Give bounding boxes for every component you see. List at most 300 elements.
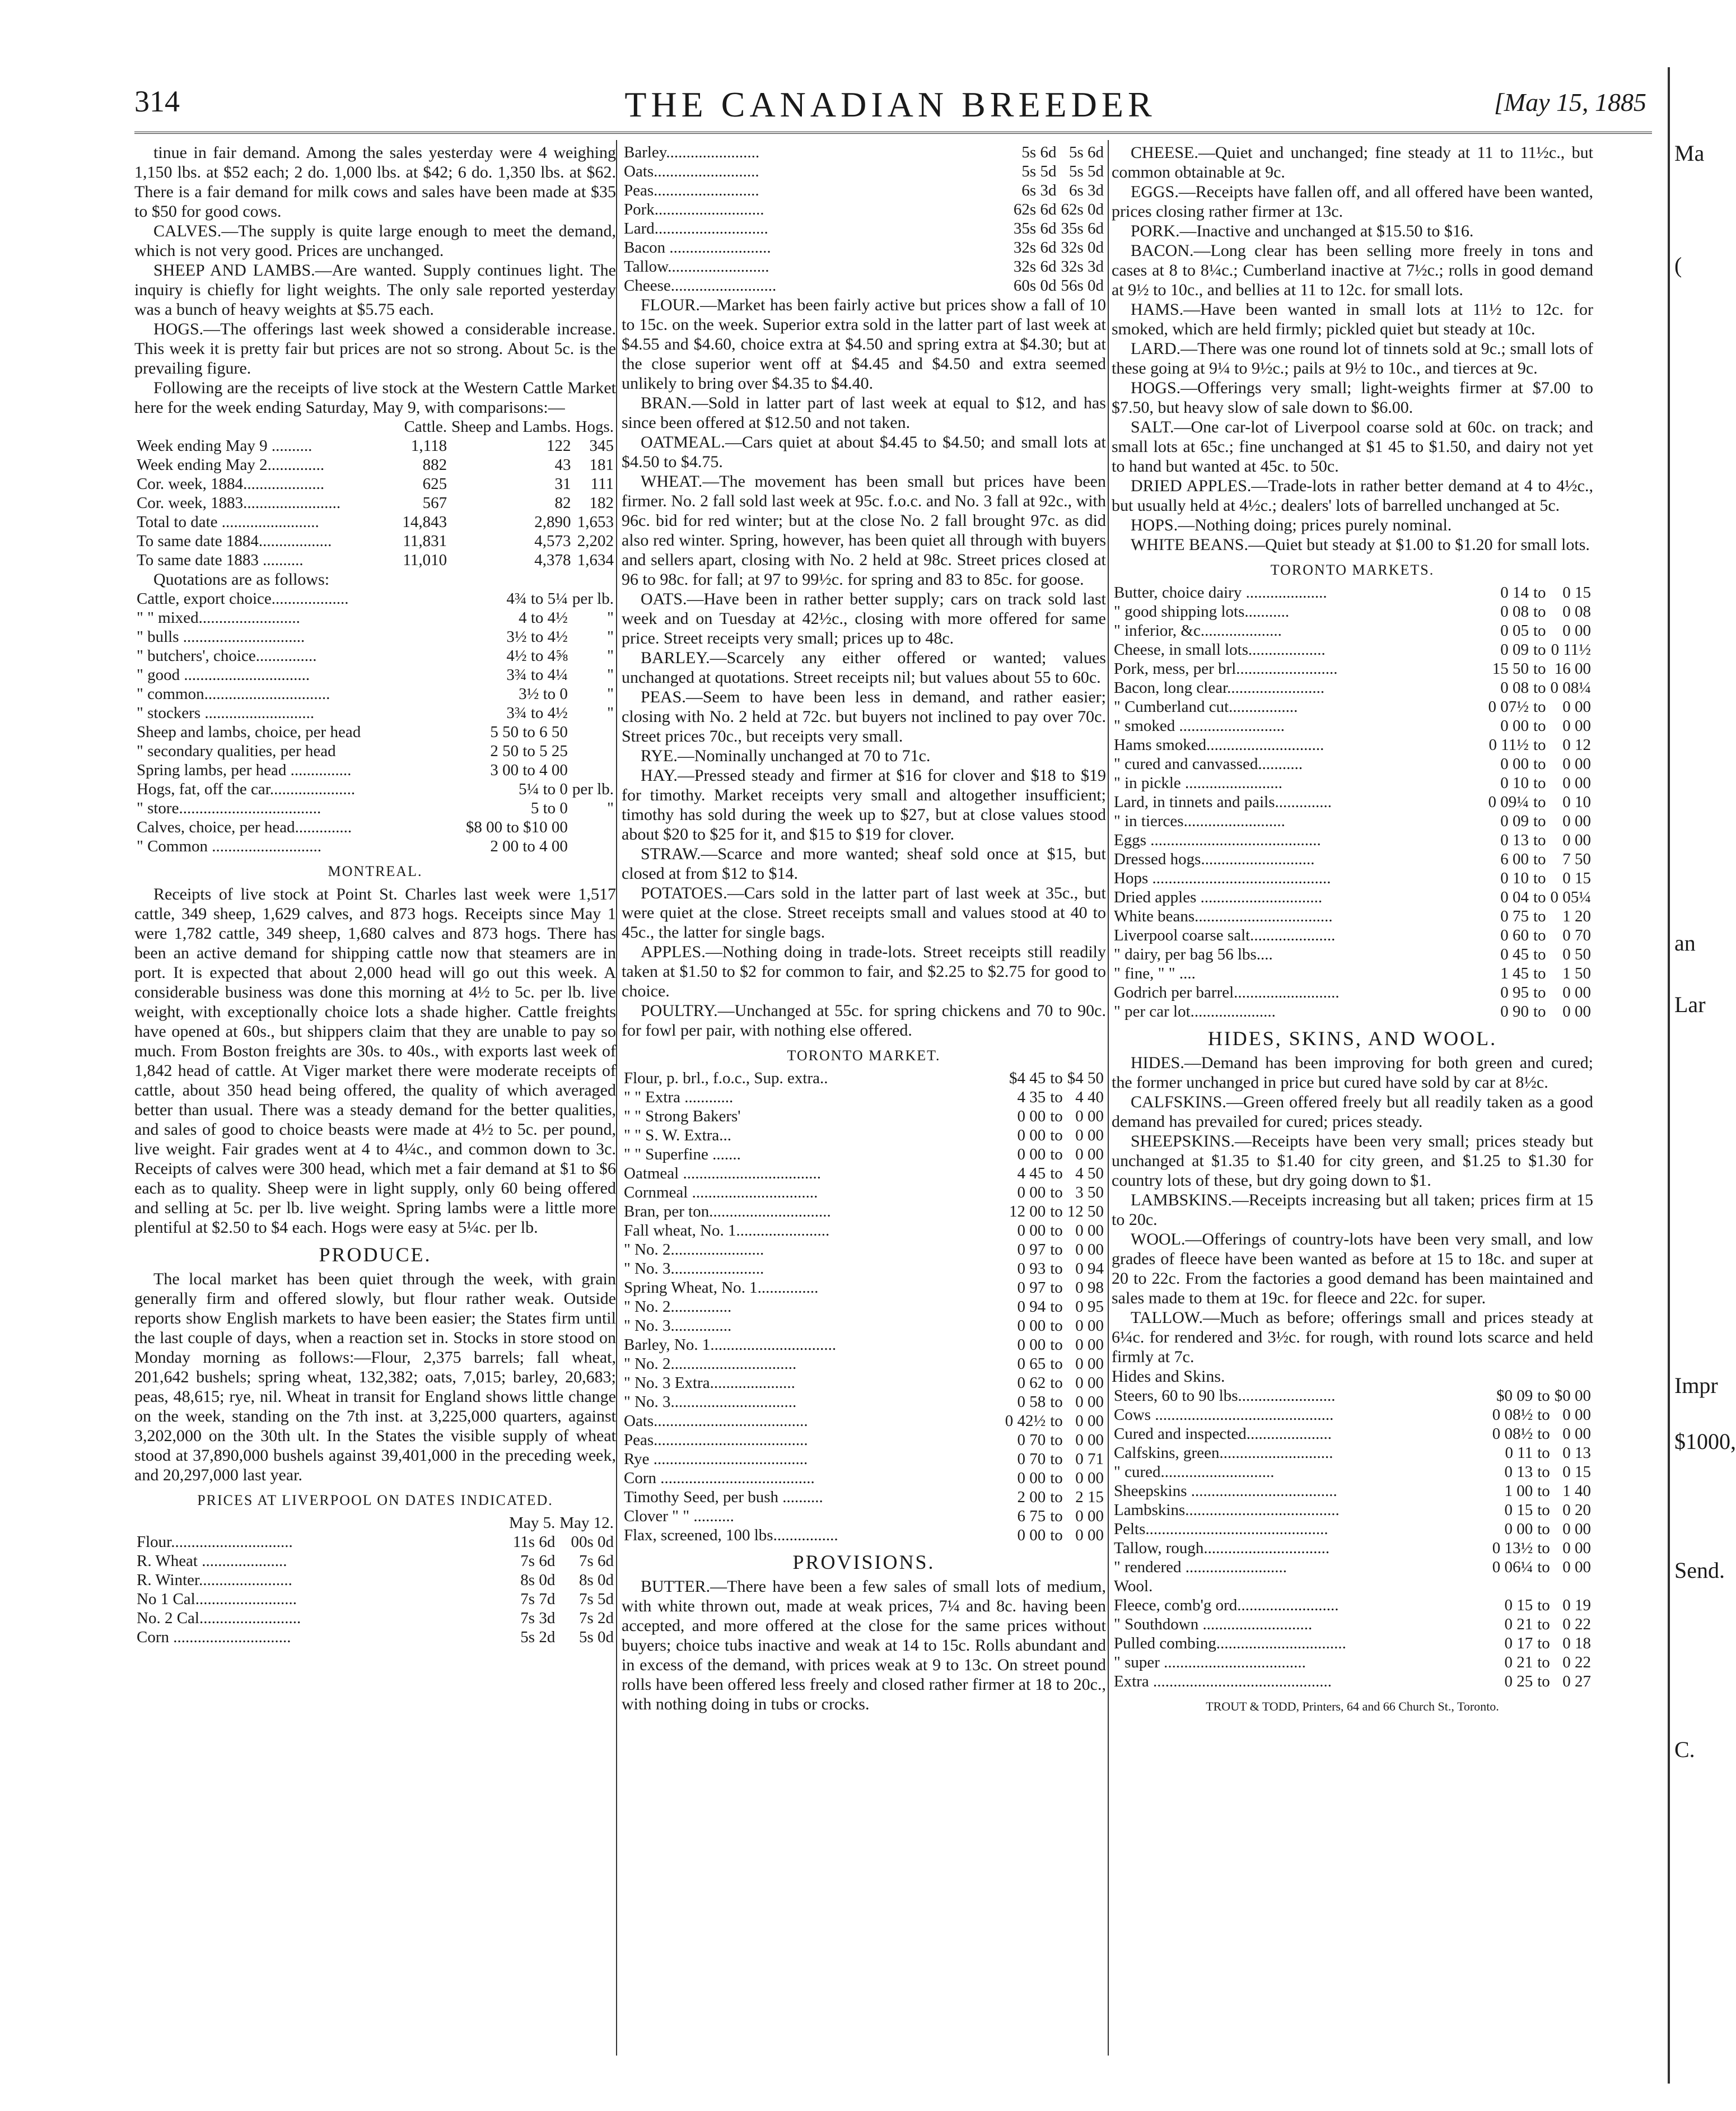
row-label: Hams smoked............................. bbox=[1114, 736, 1324, 754]
market-paragraph: STRAW.—Scarce and more wanted; sheaf sold once at $15, but closed at from $12 to $14. bbox=[622, 845, 1106, 883]
row-label: R. Winter....................... bbox=[137, 1571, 292, 1589]
row-value: 8s 0d bbox=[520, 1571, 556, 1589]
row-value: 4 45 bbox=[1017, 1164, 1046, 1182]
row-label: Oats.......................... bbox=[624, 162, 759, 180]
market-paragraph: HOGS.—The offerings last week showed a considerable increase. This week it is pretty fair but prices are not so strong. About 5c. is the prevailing figure. bbox=[134, 320, 616, 378]
hides-price-row bbox=[1112, 1500, 1593, 1520]
row-value: 0 27 bbox=[1562, 1672, 1591, 1690]
row-value bbox=[1490, 1577, 1536, 1596]
hides-price-row bbox=[1112, 1577, 1593, 1596]
toronto-price-row bbox=[622, 1335, 1106, 1354]
row-label: " " S. W. Extra... bbox=[624, 1126, 732, 1144]
row-value: 0 15 bbox=[1504, 1596, 1533, 1614]
row-value: 35s 6d bbox=[1061, 220, 1104, 237]
row-value: to bbox=[1050, 1145, 1063, 1163]
montreal-text: Receipts of live stock at Point St. Charles last week were 1,517 cattle, 349 sheep, 1,629 calves, and 873 hogs. Receipts since May 1 were 1,782 cattle, 349 sheep, 1,680 calves and 873 hogs. There has been an active demand for shipping cattle now that steamers are in port. It is expected that about 2,000 head will go out this week. A considerable business was done this morning at 4½ to 5c. per lb. live weight, with exceptionally choice lots a shade higher. Cattle freights have opened at 60s., but shippers claim that they are unable to pay so much. From Boston freights are 30s. to 40s., with exports last week of 1,842 head of cattle. At Viger market there were moderate receipts of cattle, about 350 head being offered, the quality of which averaged better than usual. There was a steady demand for the better qualities, and sales of good to choice beasts were made at 4½ to 5c. per pound, live weight. Fair grades went at 4 to 4¼c., and common down to 3c. Receipts of calves were 300 head, which met a fair demand at $1 to $6 each as to quality. Sheep were in light supply, only 60 being offered and selling at 5c. per lb. live weight. Spring lambs were a little more plentiful at $2.50 to $4 each. Hogs were easy at 5¼c. per lb. bbox=[134, 885, 616, 1237]
row-value: 3½ to 0 bbox=[519, 685, 568, 703]
row-label: " No. 2............................... bbox=[624, 1355, 797, 1373]
row-label: Oats...................................... bbox=[624, 1412, 808, 1430]
provisions-paragraphs bbox=[1112, 143, 1593, 554]
row-label: Fleece, comb'g ord......................... bbox=[1114, 1596, 1339, 1614]
row-value: 32s 0d bbox=[1061, 239, 1104, 257]
row-label: " stockers ........................... bbox=[137, 704, 315, 722]
butter-text: BUTTER.—There have been a few sales of small lots of medium, with white thrown out, made at weak prices, 7¼ and 8c. having been accepted, and more offered at the close for the same prices without buyers; choice tubs inactive and weak at 14 to 15c. Rolls abundant and in excess of the demand, with prices weak at 9 to 13c. On street pound rolls have been offered less freely and closed rather firmer at 18 to 20c., with nothing doing in tubs or crocks. bbox=[622, 1577, 1106, 1713]
liverpool-heading: PRICES AT LIVERPOOL ON DATES INDICATED. bbox=[197, 1492, 553, 1508]
row-value: 5 to 0 bbox=[530, 799, 568, 817]
row-value: to bbox=[1050, 1412, 1063, 1430]
row-value: to bbox=[1537, 1539, 1550, 1557]
row-value: to bbox=[1537, 1501, 1550, 1519]
row-value: 3½ to 4½ bbox=[506, 628, 568, 646]
row-label: " butchers', choice............... bbox=[137, 647, 317, 665]
row-value: 0 17 bbox=[1504, 1634, 1533, 1652]
row-label: " in tierces......................... bbox=[1114, 812, 1285, 830]
row-value: 0 15 bbox=[1562, 584, 1591, 602]
row-label: Pork, mess, per brl......................... bbox=[1114, 660, 1338, 678]
montreal-heading: MONTREAL. bbox=[328, 863, 423, 879]
row-value: 62s 0d bbox=[1061, 201, 1104, 218]
row-value: to bbox=[1533, 850, 1546, 868]
row-label: Calfskins, green............................ bbox=[1114, 1444, 1333, 1462]
row-value: to bbox=[1050, 1183, 1063, 1201]
row-value: to bbox=[1050, 1431, 1063, 1449]
toronto-market-heading: TORONTO MARKET. bbox=[787, 1047, 941, 1064]
row-value: 0 08 bbox=[1562, 603, 1591, 621]
row-value: 4 to 4½ bbox=[519, 609, 568, 627]
row-value: 0 00 bbox=[1017, 1526, 1046, 1544]
row-value: 0 00 bbox=[1075, 1145, 1104, 1163]
liverpool-row bbox=[134, 1590, 616, 1609]
toronto-price-row bbox=[1112, 583, 1593, 602]
row-value: 0 00 bbox=[1562, 717, 1591, 735]
liverpool-row bbox=[134, 1551, 616, 1571]
row-label: To same date 1883 .......... bbox=[137, 551, 304, 569]
row-value: 0 00 bbox=[1017, 1183, 1046, 1201]
market-paragraph: RYE.—Nominally unchanged at 70 to 71c. bbox=[641, 747, 931, 765]
edge-text-fragment: $1000, bbox=[1674, 1429, 1736, 1454]
row-value: 0 45 bbox=[1500, 945, 1529, 963]
row-label: Butter, choice dairy .................... bbox=[1114, 584, 1327, 602]
row-value: 5¼ to 0 bbox=[519, 780, 568, 798]
produce-text: The local market has been quiet through the week, with grain generally firm and offered slowly, but flour rather weak. Outside reports show English markets to have been easier; the States firm until the last couple of days, when a reaction set in. Stocks in store stood on Monday morning as follows:—Flour, 2,375 barrels; fall wheat, 201,642 bushels; spring wheat, 132,382; oats, 7,015; barley, 20,683; peas, 48,615; rye, nil. Wheat in transit for England shows little change on the week, standing on the 7th inst. at 3,225,000 quarters, against 3,202,000 on the 30th ult. In the States the visible supply of wheat stood at 37,890,000 bushels against 39,401,000 in the preceding week, and 20,297,000 last year. bbox=[134, 1270, 616, 1484]
row-value: 32s 6d bbox=[1013, 239, 1057, 257]
row-label: Peas.......................... bbox=[624, 181, 759, 199]
row-label: " per car lot..................... bbox=[1114, 1003, 1276, 1020]
edge-text-fragment: C. bbox=[1674, 1737, 1695, 1762]
row-value: 0 00 bbox=[1075, 1355, 1104, 1373]
row-value: 2,890 bbox=[534, 513, 571, 531]
row-value: 0 00 bbox=[1017, 1336, 1046, 1354]
quotation-row bbox=[134, 780, 616, 799]
row-value: 12 50 bbox=[1067, 1203, 1104, 1220]
toronto-price-row bbox=[622, 1373, 1106, 1392]
market-paragraph: CHEESE.—Quiet and unchanged; fine steady at 11 to 11½c., but common obtainable at 9c. bbox=[1112, 143, 1593, 181]
row-value: 0 97 bbox=[1017, 1279, 1046, 1297]
market-paragraph: FLOUR.—Market has been fairly active but prices show a fall of 10 to 15c. on the week. Superior extra sold in the latter part of last week at $4.55 and $4.60, choice extra at $4.50 and spring extra at $4.30; but at the close superior went off at $4.45 and $4.50 and extra seemed unlikely to bring over $4.35 to $4.40. bbox=[622, 296, 1106, 393]
hides-paragraph: WOOL.—Offerings of country-lots have been very small, and low grades of fleece have been wanted as before at 15 to 18c. and super at 20 to 22c. From the factories a good demand has been maintained and sales made to them at 19c. for fleece and 22c. for super. bbox=[1112, 1230, 1593, 1307]
row-value: 3 00 to 4 00 bbox=[490, 761, 568, 779]
row-value: 0 08½ bbox=[1492, 1406, 1533, 1424]
market-paragraph: APPLES.—Nothing doing in trade-lots. Street receipts still readily taken at $1.50 to $2 for common to fair, and $2.25 to $2.75 for good to choice. bbox=[622, 943, 1106, 1000]
row-value: 0 00 bbox=[1075, 1336, 1104, 1354]
row-label: Flour.............................. bbox=[137, 1533, 293, 1551]
row-value bbox=[1535, 1577, 1552, 1596]
row-label: " smoked .......................... bbox=[1114, 717, 1285, 735]
row-label: " No. 3............... bbox=[624, 1317, 732, 1335]
row-label: Tallow......................... bbox=[624, 258, 769, 276]
row-value: to bbox=[1533, 945, 1546, 963]
row-value: 0 70 bbox=[1017, 1431, 1046, 1449]
row-value: to bbox=[1533, 698, 1546, 716]
table-header-cell: Sheep and Lambs. bbox=[451, 418, 571, 436]
row-value: 0 10 bbox=[1562, 793, 1591, 811]
row-value: 0 00 bbox=[1562, 1003, 1591, 1020]
row-label: Steers, 60 to 90 lbs........................ bbox=[1114, 1387, 1336, 1405]
row-value: 0 08 bbox=[1500, 679, 1529, 697]
toronto-price-row bbox=[1112, 907, 1593, 926]
toronto-price-row bbox=[622, 1278, 1106, 1297]
table-header-cell: May 5. bbox=[509, 1514, 556, 1532]
row-label: Week ending May 9 .......... bbox=[137, 437, 312, 455]
quotation-row bbox=[134, 646, 616, 665]
toronto-price-row bbox=[622, 1259, 1106, 1278]
row-value: to bbox=[1050, 1526, 1063, 1544]
hides-paragraph: LAMBSKINS.—Receipts increasing but all taken; prices firm at 15 to 20c. bbox=[1112, 1191, 1593, 1229]
table-header-cell bbox=[134, 417, 400, 436]
row-value: to bbox=[1050, 1374, 1063, 1392]
row-value: 0 10 bbox=[1500, 774, 1529, 792]
market-paragraph: HAMS.—Have been wanted in small lots at 11½ to 12c. for smoked, which are held firmly; pickled quiet but steady at 10c. bbox=[1112, 300, 1593, 338]
row-value: 7s 5d bbox=[578, 1590, 614, 1608]
row-value: 0 18 bbox=[1562, 1634, 1591, 1652]
toronto-price-row bbox=[622, 1488, 1106, 1507]
row-label: " Southdown ........................... bbox=[1114, 1615, 1313, 1633]
row-label: " " mixed......................... bbox=[137, 609, 300, 627]
market-paragraph: PEAS.—Seem to have been less in demand, and rather easier; closing with No. 2 held at 72c. but buyers not inclined to pay over 70c. Street prices 70c., but receipts very small. bbox=[622, 688, 1106, 745]
receipts-row bbox=[134, 474, 616, 493]
market-paragraph: BARLEY.—Scarcely any either offered or wanted; values unchanged at quotations. Street receipts nil; but values about 55 to 60c. bbox=[622, 649, 1106, 687]
row-label: Cor. week, 1883........................ bbox=[137, 494, 341, 512]
page-header bbox=[134, 84, 1646, 129]
toronto-price-row bbox=[622, 1126, 1106, 1145]
row-label: " inferior, &c.................... bbox=[1114, 622, 1282, 640]
toronto-price-row bbox=[1112, 697, 1593, 716]
row-value bbox=[570, 818, 616, 837]
quotations-table bbox=[134, 589, 616, 856]
toronto-price-row bbox=[622, 1354, 1106, 1373]
row-label: Rye ...................................... bbox=[624, 1450, 808, 1468]
row-label: Lard............................ bbox=[624, 220, 768, 237]
row-value: to bbox=[1537, 1482, 1550, 1500]
row-value: to bbox=[1533, 584, 1546, 602]
page-number: 314 bbox=[134, 85, 180, 118]
row-value: 14,843 bbox=[402, 513, 447, 531]
row-value: 0 00 bbox=[1075, 1374, 1104, 1392]
row-value: 0 95 bbox=[1075, 1298, 1104, 1316]
market-paragraph: POULTRY.—Unchanged at 55c. for spring chickens and 70 to 90c. for fowl per pair, with nothing else offered. bbox=[622, 1001, 1106, 1040]
row-label: Lard, in tinnets and pails.............. bbox=[1114, 793, 1332, 811]
toronto-price-row bbox=[1112, 659, 1593, 678]
row-value bbox=[1552, 1577, 1593, 1596]
row-value: to bbox=[1537, 1653, 1550, 1671]
row-value: 0 90 bbox=[1500, 1003, 1529, 1020]
row-label: " " Strong Bakers' bbox=[624, 1107, 741, 1125]
row-value: 11s 6d bbox=[512, 1533, 556, 1551]
row-value: 0 12 bbox=[1562, 736, 1591, 754]
row-label: Timothy Seed, per bush .......... bbox=[624, 1488, 823, 1506]
row-value: 7 50 bbox=[1562, 850, 1591, 868]
row-value: 0 00 bbox=[1017, 1317, 1046, 1335]
market-paragraph: EGGS.—Receipts have fallen off, and all offered have been wanted, prices closing rather firmer at 13c. bbox=[1112, 183, 1593, 221]
row-label: " Common ........................... bbox=[137, 837, 322, 855]
row-value: to bbox=[1533, 717, 1546, 735]
row-value: 7s 6d bbox=[520, 1552, 556, 1570]
row-value: 0 10 bbox=[1500, 869, 1529, 887]
row-value: 0 93 bbox=[1017, 1260, 1046, 1278]
row-value: 0 60 bbox=[1500, 926, 1529, 944]
adjacent-page-edge bbox=[1658, 67, 1736, 2084]
quotation-row bbox=[134, 837, 616, 856]
row-label: Bran, per ton.............................. bbox=[624, 1203, 831, 1220]
row-label: Eggs .......................................... bbox=[1114, 831, 1321, 849]
row-label: Pulled combing................................ bbox=[1114, 1634, 1346, 1652]
column-1 bbox=[134, 143, 616, 2053]
row-value: 0 00 bbox=[1562, 812, 1591, 830]
row-value: 0 00 bbox=[1562, 698, 1591, 716]
row-value: 122 bbox=[547, 437, 571, 455]
row-value: to bbox=[1537, 1406, 1550, 1424]
row-label: " cured and canvassed........... bbox=[1114, 755, 1303, 773]
row-value: 6 00 bbox=[1500, 850, 1529, 868]
toronto-price-row bbox=[622, 1088, 1106, 1107]
row-value: to bbox=[1533, 603, 1546, 621]
hides-paragraph: SHEEPSKINS.—Receipts have been very small; prices steady but unchanged at $1.35 to $1.40 for city green, and $1.25 to $1.30 for country lots of these, but dry going down to $1. bbox=[1112, 1132, 1593, 1190]
toronto-price-row bbox=[622, 1240, 1106, 1259]
row-value: 62s 6d bbox=[1013, 201, 1057, 218]
row-value: to bbox=[1533, 679, 1546, 697]
row-value: 0 70 bbox=[1017, 1450, 1046, 1468]
row-value: to bbox=[1533, 641, 1546, 659]
row-value: 4 35 bbox=[1017, 1088, 1046, 1106]
row-label: " super ................................... bbox=[1114, 1653, 1306, 1671]
row-value: 0 00 bbox=[1562, 984, 1591, 1001]
edge-text-fragment: Send. bbox=[1674, 1558, 1725, 1583]
row-value: " bbox=[607, 666, 614, 684]
row-value: to bbox=[1533, 984, 1546, 1001]
quotation-row bbox=[134, 761, 616, 780]
row-label: Oatmeal .................................. bbox=[624, 1164, 821, 1182]
edge-text-fragment: an bbox=[1674, 930, 1696, 956]
row-value: 0 00 bbox=[1075, 1431, 1104, 1449]
row-value: $4 45 bbox=[1009, 1069, 1046, 1087]
row-value: 1 50 bbox=[1562, 964, 1591, 982]
row-value: to bbox=[1533, 888, 1546, 906]
row-value: 2 15 bbox=[1075, 1488, 1104, 1506]
row-value: 0 00 bbox=[1562, 1425, 1591, 1443]
row-value: 0 50 bbox=[1562, 945, 1591, 963]
row-label: " rendered ......................... bbox=[1114, 1558, 1287, 1576]
toronto-price-row bbox=[1112, 716, 1593, 735]
row-value: 345 bbox=[589, 437, 614, 455]
toronto-price-row bbox=[1112, 678, 1593, 697]
row-value: 0 21 bbox=[1504, 1615, 1533, 1633]
row-label: " bulls .............................. bbox=[137, 628, 305, 646]
row-value: 0 09 bbox=[1500, 812, 1529, 830]
row-value: 4 40 bbox=[1075, 1088, 1104, 1106]
row-label: Week ending May 2.............. bbox=[137, 456, 325, 474]
liverpool-row bbox=[622, 257, 1106, 276]
column-3 bbox=[1112, 143, 1593, 2053]
row-label: " in pickle ........................ bbox=[1114, 774, 1283, 792]
row-value: 0 00 bbox=[1562, 774, 1591, 792]
row-value: 4¾ to 5¼ bbox=[506, 590, 568, 608]
row-value: 4,573 bbox=[534, 532, 571, 550]
market-paragraph: OATS.—Have been in rather better supply; cars on track sold last week and on Tuesday at 42½c., closing with more offered for same price. Street receipts very small; prices up to 48c. bbox=[622, 590, 1106, 647]
row-value: 6s 3d bbox=[1068, 181, 1104, 199]
row-value: 3 50 bbox=[1075, 1183, 1104, 1201]
row-value: 0 00 bbox=[1017, 1222, 1046, 1239]
table-header-cell bbox=[134, 1513, 507, 1532]
row-value: 0 70 bbox=[1562, 926, 1591, 944]
row-value: to bbox=[1537, 1596, 1550, 1614]
toronto-price-row bbox=[622, 1297, 1106, 1316]
row-value: to bbox=[1537, 1672, 1550, 1690]
row-label: Barley....................... bbox=[624, 143, 760, 161]
toronto-market-table bbox=[622, 1069, 1106, 1545]
row-value: to bbox=[1050, 1279, 1063, 1297]
market-paragraph: WHEAT.—The movement has been small but prices have been firmer. No. 2 fall sold last week at 95c. f.o.c. and No. 3 fall at 92c., with 96c. bid for red winter; but at the close No. 2 fall brought 97c. as did also red winter. Spring, however, has been quiet all through with buyers and sellers apart, closing with No. 2 held at 98c. Street prices closed at 96 to 98c. for fall; at 97 to 99½c. for spring and 83 to 85c. for goose. bbox=[622, 472, 1106, 589]
row-label: Corn ............................. bbox=[137, 1628, 291, 1646]
market-paragraph: WHITE BEANS.—Quiet but steady at $1.00 to $1.20 for small lots. bbox=[1131, 535, 1590, 554]
row-value: 7s 7d bbox=[520, 1590, 556, 1608]
row-label: Extra ............................................ bbox=[1114, 1672, 1332, 1690]
row-label: Cheese.......................... bbox=[624, 277, 777, 295]
publication-title: THE CANADIAN BREEDER bbox=[624, 85, 1156, 124]
hides-price-row bbox=[1112, 1672, 1593, 1691]
table-header-cell: Cattle. bbox=[404, 418, 447, 436]
row-value: 0 00 bbox=[1500, 755, 1529, 773]
row-label: " secondary qualities, per head bbox=[137, 742, 336, 760]
edge-text-fragment: Lar bbox=[1674, 992, 1706, 1017]
row-value: 5s 5d bbox=[1068, 162, 1104, 180]
row-label: Hogs, fat, off the car..................... bbox=[137, 780, 356, 798]
hides-table bbox=[1112, 1386, 1593, 1691]
row-label: No. 2 Cal......................... bbox=[137, 1609, 301, 1627]
row-value: to bbox=[1050, 1222, 1063, 1239]
market-paragraph: POTATOES.—Cars sold in the latter part of last week at 35c., but were quiet at the close. Street receipts small and values stood at 40 to 45c., the latter for single bags. bbox=[622, 884, 1106, 942]
row-value: to bbox=[1533, 793, 1546, 811]
row-label: Barley, No. 1............................... bbox=[624, 1336, 837, 1354]
hides-price-row bbox=[1112, 1481, 1593, 1500]
row-value: to bbox=[1537, 1634, 1550, 1652]
row-value: 1,634 bbox=[577, 551, 614, 569]
row-value: to bbox=[1050, 1336, 1063, 1354]
liverpool-row bbox=[622, 238, 1106, 257]
quotation-row bbox=[134, 799, 616, 818]
row-value: 0 15 bbox=[1504, 1501, 1533, 1519]
hides-price-row bbox=[1112, 1653, 1593, 1672]
intro-paragraphs bbox=[134, 143, 616, 417]
row-value: 7s 6d bbox=[578, 1552, 614, 1570]
row-value: 0 08¼ bbox=[1550, 679, 1591, 697]
receipts-row bbox=[134, 551, 616, 570]
row-value: 5s 2d bbox=[520, 1628, 556, 1646]
row-label: Liverpool coarse salt..................... bbox=[1114, 926, 1336, 944]
row-value: 82 bbox=[554, 494, 571, 512]
row-value: 0 00 bbox=[1562, 831, 1591, 849]
produce-heading: PRODUCE. bbox=[319, 1243, 432, 1266]
row-value: 2 00 to 4 00 bbox=[490, 837, 568, 855]
toronto-price-row bbox=[1112, 983, 1593, 1002]
toronto-price-row bbox=[622, 1430, 1106, 1450]
row-value: to bbox=[1533, 907, 1546, 925]
row-value: 56s 0d bbox=[1061, 277, 1104, 295]
row-value: 0 00 bbox=[1562, 622, 1591, 640]
hides-price-row bbox=[1112, 1596, 1593, 1615]
toronto-price-row bbox=[1112, 1002, 1593, 1021]
quotation-row bbox=[134, 742, 616, 761]
row-value: 0 22 bbox=[1562, 1615, 1591, 1633]
row-value: 31 bbox=[554, 475, 571, 493]
row-label: " No. 3 Extra..................... bbox=[624, 1374, 795, 1392]
table-header-row bbox=[134, 1513, 616, 1532]
toronto-price-row bbox=[622, 1164, 1106, 1183]
quotation-row bbox=[134, 589, 616, 608]
row-value: to bbox=[1050, 1488, 1063, 1506]
row-value: 2 00 bbox=[1017, 1488, 1046, 1506]
row-value: 0 00 bbox=[1017, 1126, 1046, 1144]
row-value: 0 62 bbox=[1017, 1374, 1046, 1392]
row-value: 0 20 bbox=[1562, 1501, 1591, 1519]
row-value: 7s 3d bbox=[520, 1609, 556, 1627]
row-value: 0 00 bbox=[1562, 1406, 1591, 1424]
row-value: $8 00 to $10 00 bbox=[465, 818, 568, 836]
row-value: 60s 0d bbox=[1013, 277, 1057, 295]
row-value: 0 00 bbox=[1075, 1107, 1104, 1125]
toronto-markets-table bbox=[1112, 583, 1593, 1021]
market-paragraph: SHEEP AND LAMBS.—Are wanted. Supply continues light. The inquiry is chiefly for light weights. The only sale reported yesterday was a bunch of heavy weights at $5.75 each. bbox=[134, 261, 616, 319]
quotations-label: Quotations are as follows: bbox=[153, 570, 330, 589]
row-value: 0 00 bbox=[1504, 1520, 1533, 1538]
table-header-row bbox=[134, 417, 616, 436]
row-value: " bbox=[607, 647, 614, 665]
row-value: 43 bbox=[554, 456, 571, 474]
row-label: " No. 2............... bbox=[624, 1298, 732, 1316]
toronto-price-row bbox=[1112, 831, 1593, 850]
row-value: 2,202 bbox=[577, 532, 614, 550]
row-value: to bbox=[1050, 1126, 1063, 1144]
column-rule bbox=[616, 140, 617, 2056]
grain-paragraphs bbox=[622, 295, 1106, 1040]
toronto-price-row bbox=[1112, 888, 1593, 907]
row-value: 182 bbox=[589, 494, 614, 512]
row-value: 4½ to 4⅝ bbox=[506, 647, 568, 665]
hides-paragraphs bbox=[1112, 1053, 1593, 1367]
row-value: 5s 6d bbox=[1021, 143, 1057, 161]
edge-text-fragment: Impr bbox=[1674, 1373, 1718, 1398]
row-value: to bbox=[1533, 736, 1546, 754]
row-value: 0 11 bbox=[1505, 1444, 1533, 1462]
row-value: $0 00 bbox=[1554, 1387, 1591, 1405]
market-paragraph: tinue in fair demand. Among the sales yesterday were 4 weighing 1,150 lbs. at $52 each; 2 do. 1,000 lbs. at $42; 6 do. 1,350 lbs. at $62. There is a fair demand for milk cows and sales have been made at $35 to $50 for good cows. bbox=[134, 143, 616, 221]
row-value: 0 04 bbox=[1500, 888, 1529, 906]
row-value: to bbox=[1533, 812, 1546, 830]
row-value: 0 00 bbox=[1500, 717, 1529, 735]
row-label: " No. 2....................... bbox=[624, 1241, 764, 1259]
receipts-row bbox=[134, 455, 616, 474]
row-value: 0 05¼ bbox=[1550, 888, 1591, 906]
row-label: " good shipping lots........... bbox=[1114, 603, 1290, 621]
